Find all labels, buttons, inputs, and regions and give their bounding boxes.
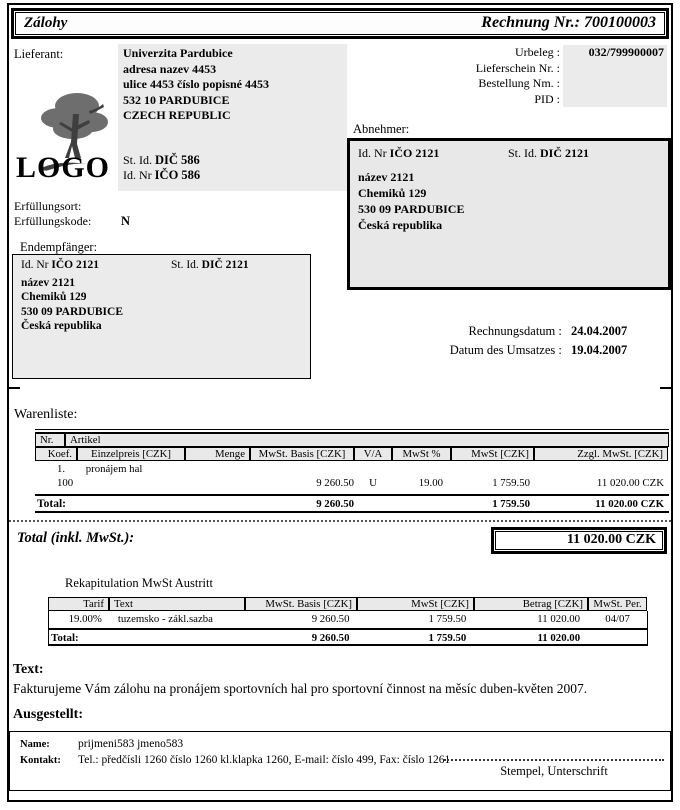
grand-total-label: Total (inkl. MwSt.): (17, 530, 135, 546)
items-total-spacer (392, 498, 451, 511)
item-mwst: 1 759.50 (492, 477, 530, 489)
item-va: U (369, 477, 377, 489)
column-header-artikel: Artikel (65, 433, 669, 447)
delivery-note-value (563, 61, 667, 77)
logo-text: LOGO (16, 151, 111, 184)
order-number-value (563, 76, 667, 92)
fulfillment-code-label: Erfüllungskode: (14, 214, 92, 228)
vat-recap-header-row (48, 597, 648, 611)
item-row-values (35, 477, 669, 494)
vat-recap-heading: Rekapitulation MwSt Austritt (65, 576, 213, 590)
signature-dotted-line (444, 759, 664, 761)
issued-contact-value: Tel.: předčísli 1260 číslo 1260 kl.klapka 1260, E-mail: číslo 499, Fax: číslo 1261 (78, 753, 451, 766)
items-total-mwst: 1 759.50 (492, 498, 530, 510)
final-recipient-box (12, 254, 311, 379)
column-header-nr: Nr. (35, 433, 65, 447)
recap-mwst: 1 759.50 (428, 613, 467, 625)
pid-label: PID : (534, 91, 560, 106)
column-header-einzelpreis: Einzelpreis [CZK] (77, 447, 185, 461)
supplier-vat-label: St. Id. (123, 153, 153, 167)
section-divider-tick (9, 387, 20, 389)
issued-name-row (20, 737, 660, 753)
grand-total-value: 11 020.00 CZK (495, 531, 663, 550)
column-header-va: V/A (354, 447, 392, 461)
recap-header-tarif: Tarif (48, 597, 109, 611)
recap-total-betrag: 11 020.00 (537, 632, 581, 644)
grand-total-row (17, 527, 667, 554)
document-meta (476, 45, 667, 107)
signature-label: Stempel, Unterschrift (500, 764, 608, 778)
item-mwst-pct: 19.00 (418, 477, 443, 489)
dashed-divider (9, 520, 671, 522)
items-total-spacer (354, 498, 392, 511)
recap-header-mwst: MwSt [CZK] (357, 597, 474, 611)
column-header-mwst: MwSt [CZK] (451, 447, 534, 461)
items-header-row-1 (35, 429, 669, 447)
recap-header-period: MwSt. Per. (588, 597, 647, 611)
title-bar (11, 8, 669, 39)
vat-recap-total-row (49, 628, 647, 646)
customer-label: Abnehmer: (353, 122, 410, 136)
recap-total-mwst: 1 759.50 (428, 632, 467, 644)
items-header-row-2 (35, 447, 669, 461)
text-section-body: Fakturujeme Vám zálohu na pronájem sportovních hal pro sportovní činnost na měsíc duben-květen 2007. (13, 681, 588, 696)
customer-vat-value: DIČ 2121 (540, 146, 590, 160)
items-total-label: Total: (37, 498, 66, 510)
supplier-id-label: Id. Nr (123, 168, 152, 182)
supplier-name: Univerzita Pardubice (123, 46, 233, 60)
document-type-title: Zálohy (24, 15, 68, 31)
supply-date-label: Datum des Umsatzes : (449, 343, 562, 357)
invoice-number: Rechnung Nr.: 700100003 (481, 14, 656, 31)
recipient-country: Česká republika (21, 320, 102, 332)
recap-basis: 9 260.50 (311, 613, 350, 625)
invoice-page (7, 3, 673, 802)
item-koef: 100 (57, 477, 74, 489)
fulfillment-code-value: N (121, 214, 131, 228)
recipient-id-value: IČO 2121 (51, 259, 99, 271)
issued-name-label: Name: (20, 739, 50, 750)
recipient-vat-label: St. Id. (171, 259, 199, 271)
supplier-tax-ids (123, 153, 200, 183)
customer-street: Chemiků 129 (358, 186, 427, 200)
customer-id-label: Id. Nr (358, 146, 387, 160)
recipient-city: 530 09 PARDUBICE (21, 305, 124, 318)
recap-total-basis: 9 260.50 (311, 632, 350, 644)
fulfillment-code-row (14, 214, 131, 229)
delivery-note-label: Lieferschein Nr. : (475, 60, 560, 75)
urbeleg-value: 032/799900007 (563, 45, 667, 61)
recap-betrag: 11 020.00 (537, 613, 581, 625)
recipient-id-label: Id. Nr (21, 259, 49, 271)
invoice-dates (450, 322, 645, 360)
vat-recap-body (48, 611, 648, 646)
invoice-date-value: 24.04.2007 (571, 324, 628, 338)
issued-contact-label: Kontakt: (20, 754, 61, 766)
supplier-id-value: IČO 586 (154, 168, 201, 182)
items-total-row (35, 494, 669, 513)
supplier-address-line: CZECH REPUBLIC (123, 108, 231, 122)
items-total-basis: 9 260.50 (316, 498, 354, 510)
items-heading: Warenliste: (14, 407, 78, 422)
recap-tarif: 19.00% (68, 613, 102, 625)
supplier-address-line: ulice 4453 číslo popisné 4453 (123, 77, 270, 91)
recipient-name: název 2121 (21, 276, 75, 289)
fulfillment-place-label: Erfüllungsort: (14, 199, 82, 213)
recap-text: tuzemsko - zákl.sazba (117, 613, 213, 625)
customer-vat-label: St. Id. (508, 146, 538, 160)
recap-header-basis: MwSt. Basis [CZK] (245, 597, 357, 611)
item-description: pronájem hal (85, 463, 143, 475)
supplier-vat-value: DIČ 586 (155, 153, 200, 167)
recap-period: 04/07 (605, 613, 630, 625)
section-divider-tick (660, 387, 671, 389)
customer-id-value: IČO 2121 (389, 146, 440, 160)
order-number-label: Bestellung Nm. : (478, 76, 560, 90)
column-header-menge: Menge (185, 447, 250, 461)
grand-total-box (491, 527, 667, 554)
signature-area (444, 759, 664, 779)
customer-country: Česká republika (358, 218, 443, 232)
item-number: 1. (57, 463, 66, 475)
invoice-date-label: Rechnungsdatum : (468, 324, 562, 338)
supplier-label: Lieferant: (14, 47, 64, 61)
customer-city: 530 09 PARDUBICE (358, 202, 465, 216)
supply-date-value: 19.04.2007 (571, 343, 628, 357)
final-recipient-label: Endempfänger: (20, 240, 98, 254)
recipient-vat-value: DIČ 2121 (201, 259, 249, 271)
urbeleg-label: Urbeleg : (515, 45, 560, 59)
column-header-koef: Koef. (35, 447, 77, 461)
recipient-street: Chemiků 129 (21, 291, 87, 303)
text-section-heading: Text: (13, 662, 44, 677)
column-header-mwst-pct: MwSt % (392, 447, 451, 461)
recap-header-text: Text (109, 597, 245, 611)
vat-recap-row (49, 611, 647, 628)
recap-header-betrag: Betrag [CZK] (474, 597, 588, 611)
column-header-mwst-basis: MwSt. Basis [CZK] (250, 447, 354, 461)
recap-total-spacer (110, 632, 246, 644)
recap-total-spacer (588, 632, 647, 644)
item-zzgl-mwst: 11 020.00 CZK (596, 477, 664, 489)
item-row-description (35, 461, 669, 477)
pid-value (563, 92, 667, 108)
supplier-address-line: adresa nazev 4453 (123, 61, 217, 76)
item-mwst-basis: 9 260.50 (316, 477, 354, 489)
recap-total-label: Total: (51, 632, 79, 644)
issued-contact-box (9, 731, 671, 791)
issued-heading: Ausgestellt: (13, 707, 83, 722)
items-table (35, 429, 669, 513)
items-total-zzgl: 11 020.00 CZK (595, 498, 664, 510)
customer-box (347, 138, 671, 290)
vat-recap-table (48, 597, 648, 646)
column-header-zzgl-mwst: Zzgl. MwSt. [CZK] (534, 447, 668, 461)
title-bar-inner (15, 12, 665, 35)
supplier-address-line: 532 10 PARDUBICE (123, 92, 230, 107)
header-info-section (9, 39, 671, 391)
customer-name: název 2121 (358, 170, 415, 184)
issued-name-value: prijmeni583 jmeno583 (78, 738, 184, 750)
supplier-address (123, 46, 269, 124)
